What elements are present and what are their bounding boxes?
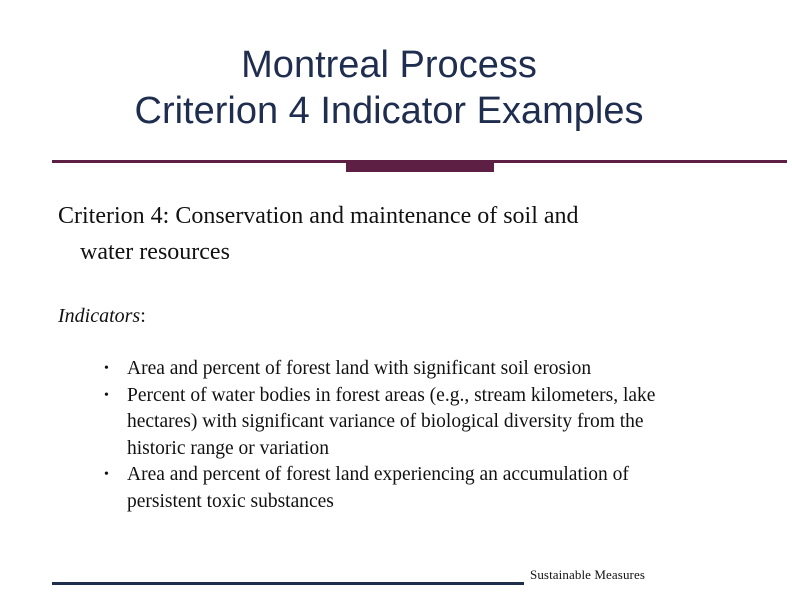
footer-brand: Sustainable Measures (530, 567, 646, 582)
indicator-list (104, 356, 744, 515)
slide-title (0, 42, 778, 134)
indicators-label-colon: : (140, 305, 146, 327)
title-line-1: Montreal Process (241, 44, 537, 86)
indicator-item (104, 356, 744, 383)
footer-divider (52, 582, 524, 585)
indicator-item (104, 462, 744, 515)
criterion-line-2: water resources (80, 239, 230, 265)
indicator-item (104, 383, 744, 463)
indicator-item-line: hectares) with significant variance of biological diversity from the (127, 411, 644, 432)
indicators-label (58, 302, 146, 330)
indicator-item-line: persistent toxic substances (127, 490, 334, 512)
criterion-line-1: Criterion 4: Conservation and maintenance of soil and (58, 203, 579, 229)
indicator-item-line: historic range or variation (127, 437, 329, 459)
indicators-label-text: Indicators (58, 305, 141, 327)
indicator-item-line: Area and percent of forest land experiencing an accumulation of (127, 464, 629, 485)
title-line-2: Criterion 4 Indicator Examples (134, 90, 644, 132)
bullet-icon: • (104, 387, 109, 403)
bullet-icon: • (104, 361, 109, 376)
indicator-item-line: Area and percent of forest land with significant soil erosion (127, 358, 592, 379)
bullet-icon: • (104, 467, 109, 482)
criterion-heading (58, 198, 758, 270)
indicator-item-line: Percent of water bodies in forest areas (e.g., stream kilometers, lake (127, 384, 656, 406)
title-divider-accent (346, 162, 494, 172)
